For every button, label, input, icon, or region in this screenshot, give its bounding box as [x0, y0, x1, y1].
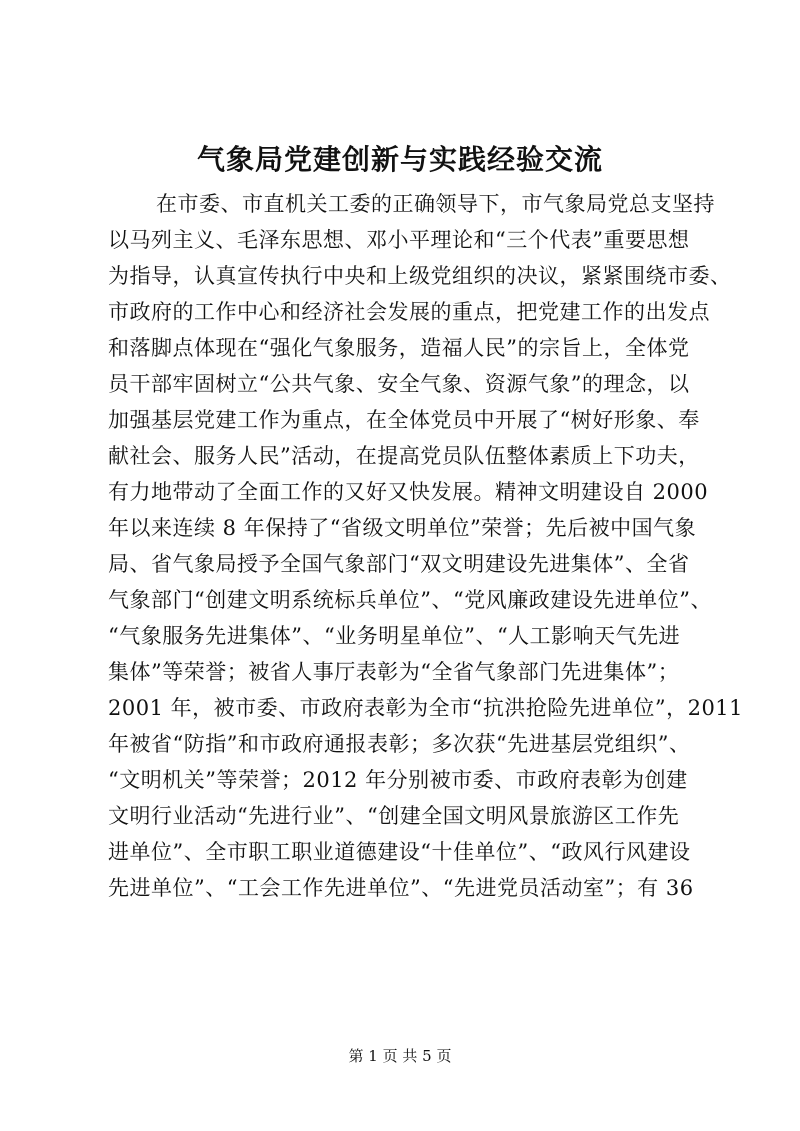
- document-body: [108, 186, 744, 906]
- paragraph-line: 2001 年，被市委、市政府表彰为全市“抗洪抢险先进单位”，2011: [108, 696, 744, 720]
- paragraph-line: 市政府的工作中心和经济社会发展的重点，把党建工作的出发点: [108, 300, 710, 324]
- paragraph-line: 员干部牢固树立“公共气象、安全气象、资源气象”的理念，以: [108, 372, 690, 396]
- paragraph-line: 在市委、市直机关工委的正确领导下，市气象局党总支坚持: [156, 192, 715, 216]
- paragraph-line: 为指导，认真宣传执行中央和上级党组织的决议，紧紧围绕市委、: [108, 264, 732, 288]
- paragraph-line: 有力地带动了全面工作的又好又快发展。精神文明建设自 2000: [108, 480, 709, 504]
- paragraph-line: 以马列主义、毛泽东思想、邓小平理论和“三个代表”重要思想: [108, 228, 690, 252]
- paragraph-line: “文明机关”等荣誉；2012 年分别被市委、市政府表彰为创建: [108, 768, 688, 792]
- paragraph-line: “气象服务先进集体”、“业务明星单位”、“人工影响天气先进: [108, 624, 681, 648]
- paragraph-line: 先进单位”、“工会工作先进单位”、“先进党员活动室”；有 36: [108, 876, 694, 900]
- paragraph-line: 加强基层党建工作为重点，在全体党员中开展了“树好形象、奉: [108, 408, 700, 432]
- paragraph-line: 进单位”、全市职工职业道德建设“十佳单位”、“政风行风建设: [108, 840, 691, 864]
- paragraph-line: 年以来连续 8 年保持了“省级文明单位”荣誉；先后被中国气象: [108, 516, 697, 540]
- page-indicator: 第 1 页 共 5 页: [348, 1047, 452, 1065]
- paragraph-line: 气象部门“创建文明系统标兵单位”、“党风廉政建设先进单位”、: [108, 588, 712, 612]
- paragraph-line: 局、省气象局授予全国气象部门“双文明建设先进集体”、全省: [108, 552, 690, 576]
- paragraph-line: 献社会、服务人民”活动，在提高党员队伍整体素质上下功夫，: [108, 444, 700, 468]
- paragraph-line: 文明行业活动“先进行业”、“创建全国文明风景旅游区工作先: [108, 804, 680, 828]
- paragraph-line: 和落脚点体现在“强化气象服务，造福人民”的宗旨上，全体党: [108, 336, 690, 360]
- paragraph-line: 年被省“防指”和市政府通报表彰；多次获“先进基层党组织”、: [108, 732, 691, 756]
- paragraph-line: 集体”等荣誉；被省人事厅表彰为“全省气象部门先进集体”；: [108, 660, 680, 684]
- page-title: 气象局党建创新与实践经验交流: [196, 143, 603, 176]
